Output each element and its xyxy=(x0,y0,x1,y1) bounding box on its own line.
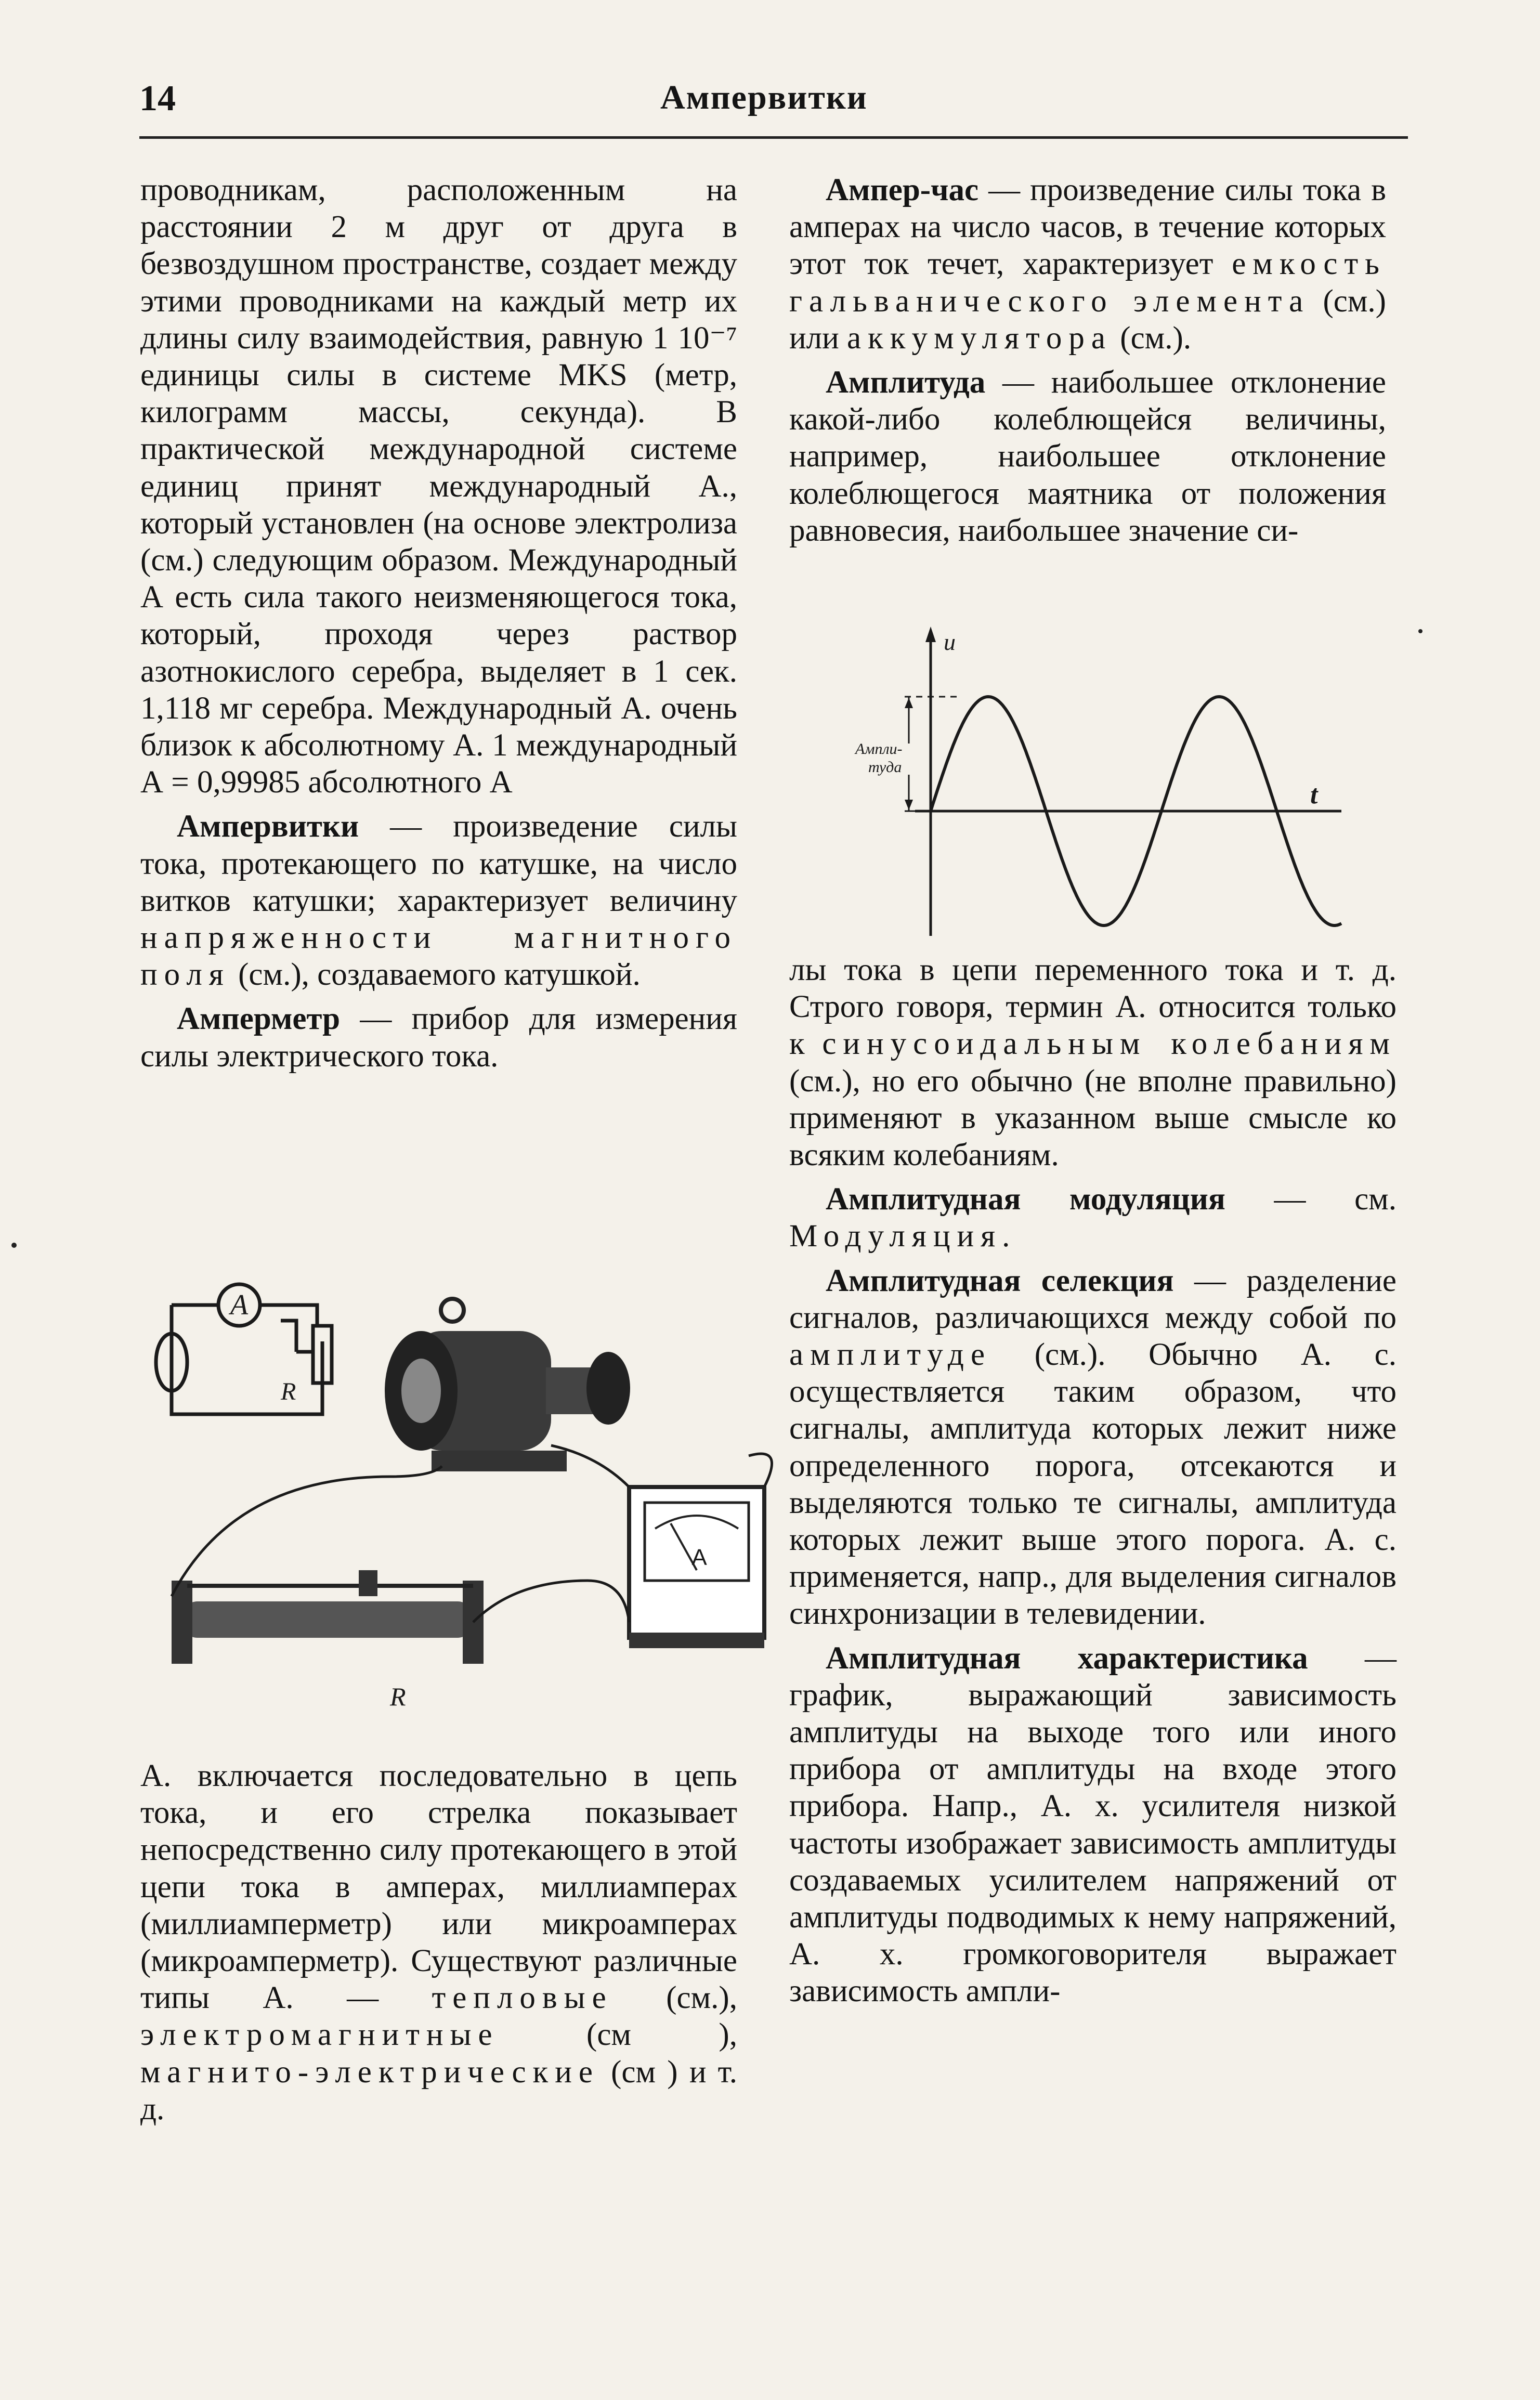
right-column-bottom xyxy=(789,951,1397,2010)
rheostat xyxy=(172,1570,484,1664)
header-rule xyxy=(139,136,1408,139)
meter-symbol: A xyxy=(230,1289,249,1321)
amplitude-arrowhead-icon xyxy=(905,800,913,810)
ampere-definition-continuation: проводникам, расположенным на расстоянии 2 м друг от друга в безвоздушном пространстве, создает между этими проводниками на каждый метр их длины силу взаимодействия, равную 1 10⁻⁷ единицы силы в системе MKS (метр, килограмм массы, секунда). В практической международной системе единиц принят международный А., который установлен (на основе электролиза (см.) следующим образом. Международный А есть сила такого неизменяющегося тока, который, проходя через раствор азотнокислого серебра, выделяет в 1 сек. 1,118 мг серебра. Международный А. очень близок к абсолютному А. 1 международный А = 0,99985 абсолютного А xyxy=(140,173,737,800)
left-column-top xyxy=(140,172,737,1075)
entry-term: Ампер-час xyxy=(826,173,979,207)
right-column-top xyxy=(789,172,1386,549)
entry-amplitude: Амплитуда — наибольшее отклонение какой-либо колеблющейся величины, например, наибольшее отклонение колеблющегося маятника от положения равновесия, наибольшее значение си- xyxy=(789,365,1386,548)
entry-term: Ампервитки xyxy=(177,809,359,844)
amplitude-arrowhead-icon xyxy=(905,698,913,708)
y-axis-label: u xyxy=(944,629,956,655)
y-axis-arrow-icon xyxy=(925,627,936,642)
entry-ampere-turns: Ампервитки — произведение силы тока, протекающего по катушке, на число витков катушки; характеризует величину напряженности магнитного поля (см.), создаваемого катушкой. xyxy=(140,809,737,993)
entry-term: Амплитуда xyxy=(826,365,986,400)
generator-machine xyxy=(385,1299,630,1471)
ammeter-illustration xyxy=(140,1258,795,1726)
page-number: 14 xyxy=(139,79,176,119)
amplitude-label-line1: Ампли- xyxy=(855,740,903,758)
entry-amplitude-characteristic: Амплитудная характеристика — график, выражающий зависимость амплитуды на выходе того или иного прибора от амплитуды на входе этого прибора. Напр., А. х. усилителя низкой частоты изображает зависимость амплитуды создаваемых усилителем напряжений от амплитуды подводимых к нему напряжений, А. х. громкоговорителя выражает зависимость ампли- xyxy=(789,1640,1397,2009)
x-axis-label: t xyxy=(1310,780,1318,810)
resistor-label: R xyxy=(281,1378,296,1405)
print-speck xyxy=(1418,629,1422,633)
entry-term: Амплитудная характеристика xyxy=(826,1640,1308,1676)
entry-ammeter: Амперметр — прибор для измерения силы электрического тока. xyxy=(140,1001,737,1074)
entry-ampere-hour: Ампер-час — произведение силы тока в амперах на число часов, в течение которых этот ток течет, характеризует емкость гальванического элемента (см.) или аккумулятора (см.). xyxy=(789,173,1386,356)
entry-term: Амперметр xyxy=(177,1001,341,1037)
left-column-bottom xyxy=(140,1757,737,2128)
ammeter-description: А. включается последовательно в цепь тока, и его стрелка показывает непосредственно силу протекающего в этой цепи тока в амперах, миллиамперах (миллиамперметр) или микроамперах (микроамперметр). Существуют различные типы А. — тепловые (см.), электромагнитные (см ), магнито-электрические (см ) и т. д. xyxy=(140,1758,737,2127)
entry-amplitude-selection: Амплитудная селекция — разделение сигналов, различающихся между собой по амплитуде (см.). Обычно А. с. осуществляется таким образом, что сигналы, амплитуда которых лежит ниже определенного порога, отсекаются и выделяются только те сигналы, амплитуда которых лежит выше этого порога. А. с. применяется, напр., для выделения сигналов синхронизации в телевидении. xyxy=(789,1263,1397,1632)
amplitude-label-line2: туда xyxy=(868,759,902,776)
instrument-letter: A xyxy=(691,1545,707,1570)
entry-term: Амплитудная модуляция xyxy=(826,1182,1225,1217)
entry-term: Амплитудная селекция xyxy=(826,1263,1174,1298)
rheostat-label: R xyxy=(390,1682,406,1711)
running-head: Ампервитки xyxy=(660,79,868,116)
amplitude-continuation: лы тока в цепи переменного тока и т. д. Строго говоря, термин А. относится только к синусоидальным колебаниям (см.), но его обычно (не вполне правильно) применяют в указанном выше смысле ко всяким колебаниям. xyxy=(789,953,1397,1173)
print-speck xyxy=(11,1243,17,1248)
entry-amplitude-modulation: Амплитудная модуляция — см. Модуляция. xyxy=(789,1182,1397,1254)
sine-wave-figure xyxy=(853,624,1362,946)
